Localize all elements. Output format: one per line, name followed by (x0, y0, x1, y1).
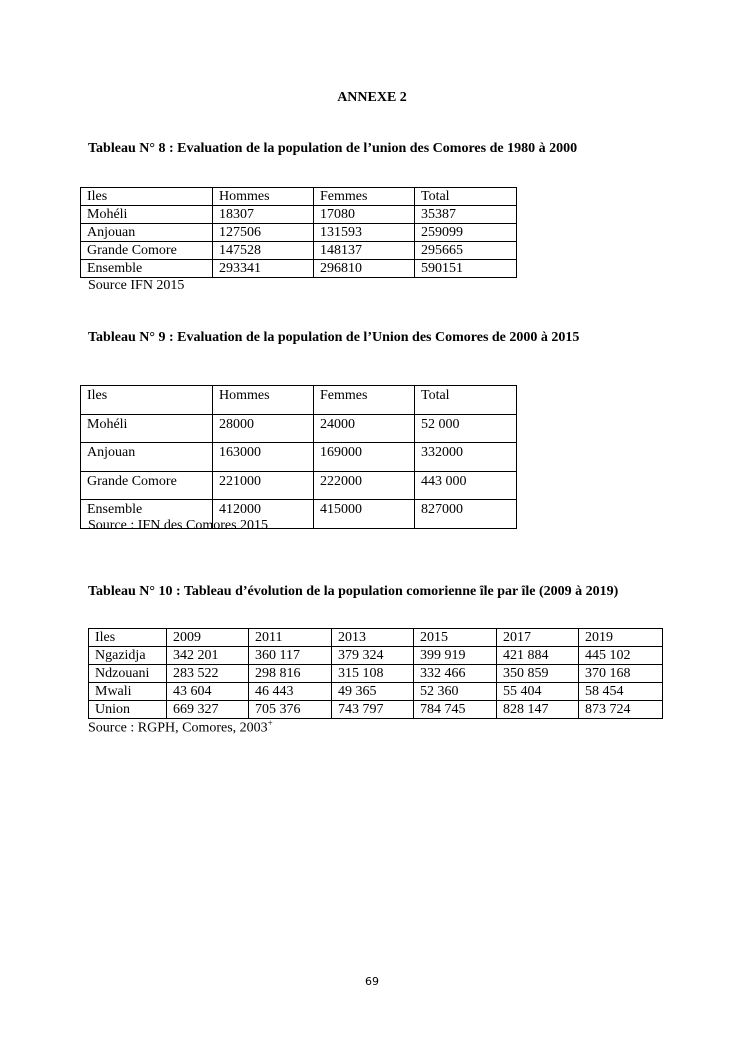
table-cell: 445 102 (579, 647, 663, 665)
header-cell: 2013 (332, 629, 414, 647)
table-cell: 350 859 (497, 665, 579, 683)
table-row (81, 242, 517, 260)
table-cell: 52 000 (415, 414, 517, 443)
table-cell: 127506 (213, 224, 314, 242)
table-row (81, 206, 517, 224)
table-cell: 35387 (415, 206, 517, 224)
table-cell: 131593 (314, 224, 415, 242)
table-cell: 828 147 (497, 701, 579, 719)
table-cell: 370 168 (579, 665, 663, 683)
header-cell: Femmes (314, 188, 415, 206)
table-cell: Union (89, 701, 167, 719)
table-cell: 705 376 (249, 701, 332, 719)
table-cell: Mwali (89, 683, 167, 701)
table-row (81, 414, 517, 443)
table-cell: 295665 (415, 242, 517, 260)
table-cell: 46 443 (249, 683, 332, 701)
table-cell: 360 117 (249, 647, 332, 665)
table-cell: 298 816 (249, 665, 332, 683)
header-cell: 2019 (579, 629, 663, 647)
page-number: 69 (365, 975, 379, 988)
table-cell: 18307 (213, 206, 314, 224)
table-cell: 147528 (213, 242, 314, 260)
table-cell: 163000 (213, 443, 314, 472)
table-cell: 379 324 (332, 647, 414, 665)
table-9 (80, 385, 517, 529)
table-header-row (81, 188, 517, 206)
table-row (89, 683, 663, 701)
table-cell: 49 365 (332, 683, 414, 701)
table-cell: Ensemble (81, 260, 213, 278)
table-cell: Anjouan (81, 443, 213, 472)
table-row (81, 471, 517, 500)
table-cell: Anjouan (81, 224, 213, 242)
table-cell: 283 522 (167, 665, 249, 683)
table-cell: 399 919 (414, 647, 497, 665)
table-cell: Ensemble (81, 500, 213, 529)
table-cell: Grande Comore (81, 471, 213, 500)
table-cell: 784 745 (414, 701, 497, 719)
table-row (81, 260, 517, 278)
header-cell: Hommes (213, 188, 314, 206)
table-cell: Mohéli (81, 206, 213, 224)
table-10 (88, 628, 663, 719)
table-cell: 332000 (415, 443, 517, 472)
table-cell: 259099 (415, 224, 517, 242)
table-cell: 415000 (314, 500, 415, 529)
header-cell: Hommes (213, 386, 314, 415)
table-cell: 221000 (213, 471, 314, 500)
table-10-source (88, 718, 273, 737)
table-cell: 873 724 (579, 701, 663, 719)
source-superscript: + (267, 718, 273, 728)
table-cell: 296810 (314, 260, 415, 278)
table-10-caption: Tableau N° 10 : Tableau d’évolution de la population comorienne île par île (2009 à 2019) (88, 584, 619, 599)
table-cell: Ndzouani (89, 665, 167, 683)
table-cell: 443 000 (415, 471, 517, 500)
table-cell: 222000 (314, 471, 415, 500)
table-cell: 743 797 (332, 701, 414, 719)
annex-heading: ANNEXE 2 (337, 90, 407, 105)
table-row (89, 701, 663, 719)
table-cell: Grande Comore (81, 242, 213, 260)
header-cell: 2009 (167, 629, 249, 647)
table-8-source: Source IFN 2015 (88, 278, 185, 293)
header-cell: Iles (89, 629, 167, 647)
table-cell: 590151 (415, 260, 517, 278)
table-cell: 342 201 (167, 647, 249, 665)
header-cell: Total (415, 188, 517, 206)
header-cell: 2017 (497, 629, 579, 647)
table-cell: 28000 (213, 414, 314, 443)
table-cell: 827000 (415, 500, 517, 529)
table-cell: 421 884 (497, 647, 579, 665)
table-cell: Ngazidja (89, 647, 167, 665)
table-cell: 58 454 (579, 683, 663, 701)
table-row (81, 224, 517, 242)
table-8 (80, 187, 517, 278)
header-cell: Iles (81, 188, 213, 206)
header-cell: 2011 (249, 629, 332, 647)
table-row (89, 665, 663, 683)
table-9-caption: Tableau N° 9 : Evaluation de la population de l’Union des Comores de 2000 à 2015 (88, 330, 580, 345)
table-cell: 43 604 (167, 683, 249, 701)
table-cell: Mohéli (81, 414, 213, 443)
source-text: Source : RGPH, Comores, 2003 (88, 720, 268, 736)
header-cell: Femmes (314, 386, 415, 415)
header-cell: 2015 (414, 629, 497, 647)
table-cell: 52 360 (414, 683, 497, 701)
table-cell: 24000 (314, 414, 415, 443)
table-row (81, 443, 517, 472)
table-row (89, 647, 663, 665)
table-cell: 293341 (213, 260, 314, 278)
table-cell: 148137 (314, 242, 415, 260)
table-cell: 55 404 (497, 683, 579, 701)
header-cell: Total (415, 386, 517, 415)
table-cell: 17080 (314, 206, 415, 224)
table-cell: 169000 (314, 443, 415, 472)
header-cell: Iles (81, 386, 213, 415)
table-cell: 412000 (213, 500, 314, 529)
table-cell: 332 466 (414, 665, 497, 683)
table-9-source: Source : IFN des Comores 2015 (88, 518, 269, 533)
table-header-row (89, 629, 663, 647)
table-header-row (81, 386, 517, 415)
table-cell: 315 108 (332, 665, 414, 683)
table-8-caption: Tableau N° 8 : Evaluation de la population de l’union des Comores de 1980 à 2000 (88, 141, 578, 156)
table-cell: 669 327 (167, 701, 249, 719)
